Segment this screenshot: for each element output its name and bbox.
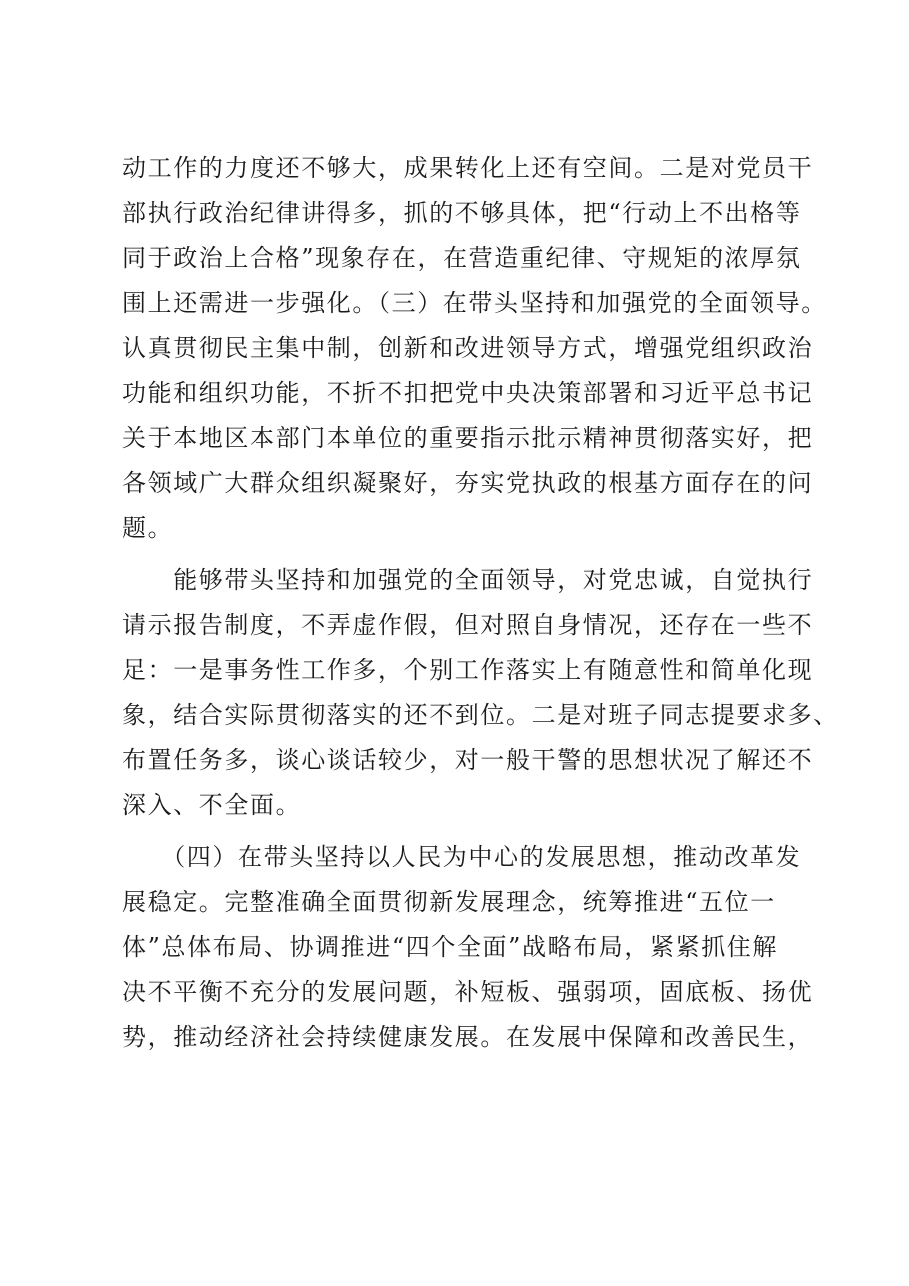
text-line: 深入、不全面。	[122, 791, 302, 819]
text-line: 部执行政治纪律讲得多，抓的不够具体，把“行动上不出格等	[122, 199, 802, 227]
text-line: 关于本地区本部门本单位的重要指示批示精神贯彻落实好，把	[122, 424, 814, 452]
text-line: 认真贯彻民主集中制，创新和改进领导方式，增强党组织政治	[122, 334, 814, 362]
text-line: 请示报告制度，不弄虚作假，但对照自身情况，还存在一些不	[122, 611, 814, 639]
text-line: 势，推动经济社会持续健康发展。在发展中保障和改善民生，	[122, 1023, 814, 1051]
text-line: （四）在带头坚持以人民为中心的发展思想，推动改革发	[122, 843, 802, 871]
text-line: 功能和组织功能，不折不扣把党中央决策部署和习近平总书记	[122, 379, 814, 407]
text-line: 围上还需进一步强化。（三）在带头坚持和加强党的全面领导。	[122, 289, 827, 317]
paragraph-gap	[122, 828, 802, 835]
text-line: 足：一是事务性工作多，个别工作落实上有随意性和简单化现	[122, 656, 814, 684]
text-line: 题。	[122, 514, 174, 542]
text-line: 展稳定。完整准确全面贯彻新发展理念，统筹推进“五位一	[122, 888, 776, 916]
text-line: 同于政治上合格”现象存在，在营造重纪律、守规矩的浓厚氛	[122, 244, 802, 272]
text-line: 动工作的力度还不够大，成果转化上还有空间。二是对党员干	[122, 154, 814, 182]
text-line: 决不平衡不充分的发展问题，补短板、强弱项，固底板、扬优	[122, 978, 814, 1006]
text-line: 体”总体布局、协调推进“四个全面”战略布局，紧紧抓住解	[122, 933, 779, 961]
paragraph-continuation	[122, 146, 827, 551]
text-line: 布置任务多，谈心谈话较少，对一般干警的思想状况了解还不	[122, 746, 814, 774]
text-line: 各领域广大群众组织凝聚好，夯实党执政的根基方面存在的问	[122, 469, 814, 497]
paragraph-people-centered	[122, 835, 814, 1060]
text-line: 象，结合实际贯彻落实的还不到位。二是对班子同志提要求多、	[122, 701, 839, 729]
paragraph-leadership	[122, 558, 839, 828]
document-body	[122, 146, 839, 1060]
paragraph-gap	[122, 551, 802, 558]
text-line: 能够带头坚持和加强党的全面领导，对党忠诚，自觉执行	[122, 566, 814, 594]
